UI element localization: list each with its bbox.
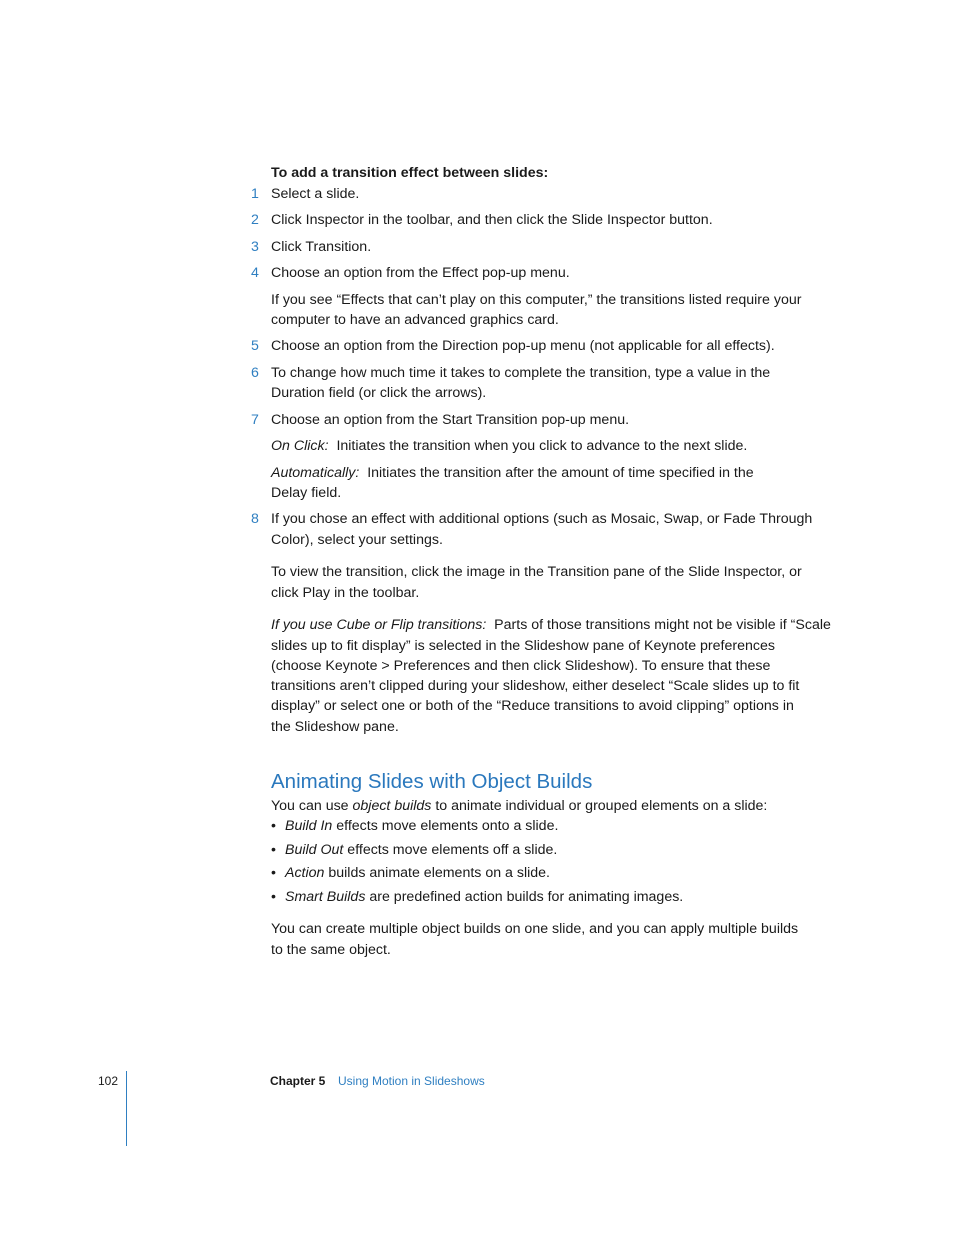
step-number: 3 <box>251 239 259 255</box>
procedure-title: To add a transition effect between slides: <box>271 165 549 181</box>
footer-chapter-title[interactable]: Using Motion in Slideshows <box>338 1074 485 1088</box>
bullet-text: are predefined action builds for animating images. <box>365 889 684 905</box>
note-paragraph <box>271 615 831 635</box>
bullet-text: effects move elements onto a slide. <box>332 818 559 834</box>
list-item <box>285 816 558 836</box>
bullet-term: Build In <box>285 818 333 834</box>
bullet-text: effects move elements off a slide. <box>343 842 558 858</box>
option-automatically <box>271 463 754 483</box>
step-text: Choose an option from the Direction pop-up menu (not applicable for all effects). <box>271 338 775 354</box>
paragraph: You can create multiple object builds on one slide, and you can apply multiple builds <box>271 921 799 937</box>
step-number: 8 <box>251 511 259 527</box>
paragraph: To view the transition, click the image in the Transition pane of the Slide Inspector, or <box>271 564 802 580</box>
paragraph: click Play in the toolbar. <box>271 585 420 601</box>
step-note: computer to have an advanced graphics card. <box>271 312 559 328</box>
note-text: transitions aren’t clipped during your slideshow, either deselect “Scale slides up to fit <box>271 678 800 694</box>
footer-chapter: Chapter 5 <box>270 1074 326 1088</box>
note-text: (choose Keynote > Preferences and then click Slideshow). To ensure that these <box>271 658 771 674</box>
bullet-term: Build Out <box>285 842 344 858</box>
step-number: 5 <box>251 338 259 354</box>
bullet-marker: • <box>271 818 276 834</box>
bullet-marker: • <box>271 889 276 905</box>
bullet-term: Action <box>285 865 325 881</box>
option-desc: Initiates the transition when you click to advance to the next slide. <box>336 438 748 454</box>
step-text: Choose an option from the Effect pop-up menu. <box>271 265 570 281</box>
step-number: 4 <box>251 265 259 281</box>
page-number: 102 <box>98 1074 119 1088</box>
step-text: Click Inspector in the toolbar, and then click the Slide Inspector button. <box>271 212 713 228</box>
step-note: If you see “Effects that can’t play on this computer,” the transitions listed require your <box>271 292 802 308</box>
step-text: Select a slide. <box>271 186 360 202</box>
list-item <box>285 863 550 883</box>
note-text: Parts of those transitions might not be visible if “Scale <box>494 617 831 633</box>
section-heading: Animating Slides with Object Builds <box>271 770 593 793</box>
option-desc: Initiates the transition after the amount of time specified in the <box>367 465 754 481</box>
step-text: To change how much time it takes to complete the transition, type a value in the <box>271 365 771 381</box>
step-text: Choose an option from the Start Transition pop-up menu. <box>271 412 630 428</box>
step-number: 1 <box>251 186 259 202</box>
note-text: display” or select one or both of the “Reduce transitions to avoid clipping” options in <box>271 698 794 714</box>
note-text: the Slideshow pane. <box>271 719 399 735</box>
step-text: Click Transition. <box>271 239 372 255</box>
step-number: 2 <box>251 212 259 228</box>
option-term: Automatically: <box>271 465 360 481</box>
footer-rule <box>126 1071 127 1146</box>
option-term: On Click: <box>271 438 329 454</box>
option-desc: Delay field. <box>271 485 342 501</box>
intro-text: to animate individual or grouped elements on a slide: <box>431 798 768 814</box>
note-text: slides up to fit display” is selected in the Slideshow pane of Keynote preferences <box>271 638 775 654</box>
list-item <box>285 887 683 907</box>
step-text: If you chose an effect with additional options (such as Mosaic, Swap, or Fade Through <box>271 511 813 527</box>
step-number: 6 <box>251 365 259 381</box>
list-item <box>285 840 557 860</box>
step-number: 7 <box>251 412 259 428</box>
bullet-marker: • <box>271 842 276 858</box>
intro-term: object builds <box>352 798 432 814</box>
note-term: If you use Cube or Flip transitions: <box>271 617 487 633</box>
bullet-marker: • <box>271 865 276 881</box>
section-intro <box>271 796 767 816</box>
bullet-text: builds animate elements on a slide. <box>324 865 550 881</box>
option-on-click <box>271 436 747 456</box>
bullet-term: Smart Builds <box>285 889 366 905</box>
intro-text: You can use <box>271 798 353 814</box>
step-text: Duration field (or click the arrows). <box>271 385 487 401</box>
paragraph: to the same object. <box>271 942 391 958</box>
step-text: Color), select your settings. <box>271 532 443 548</box>
